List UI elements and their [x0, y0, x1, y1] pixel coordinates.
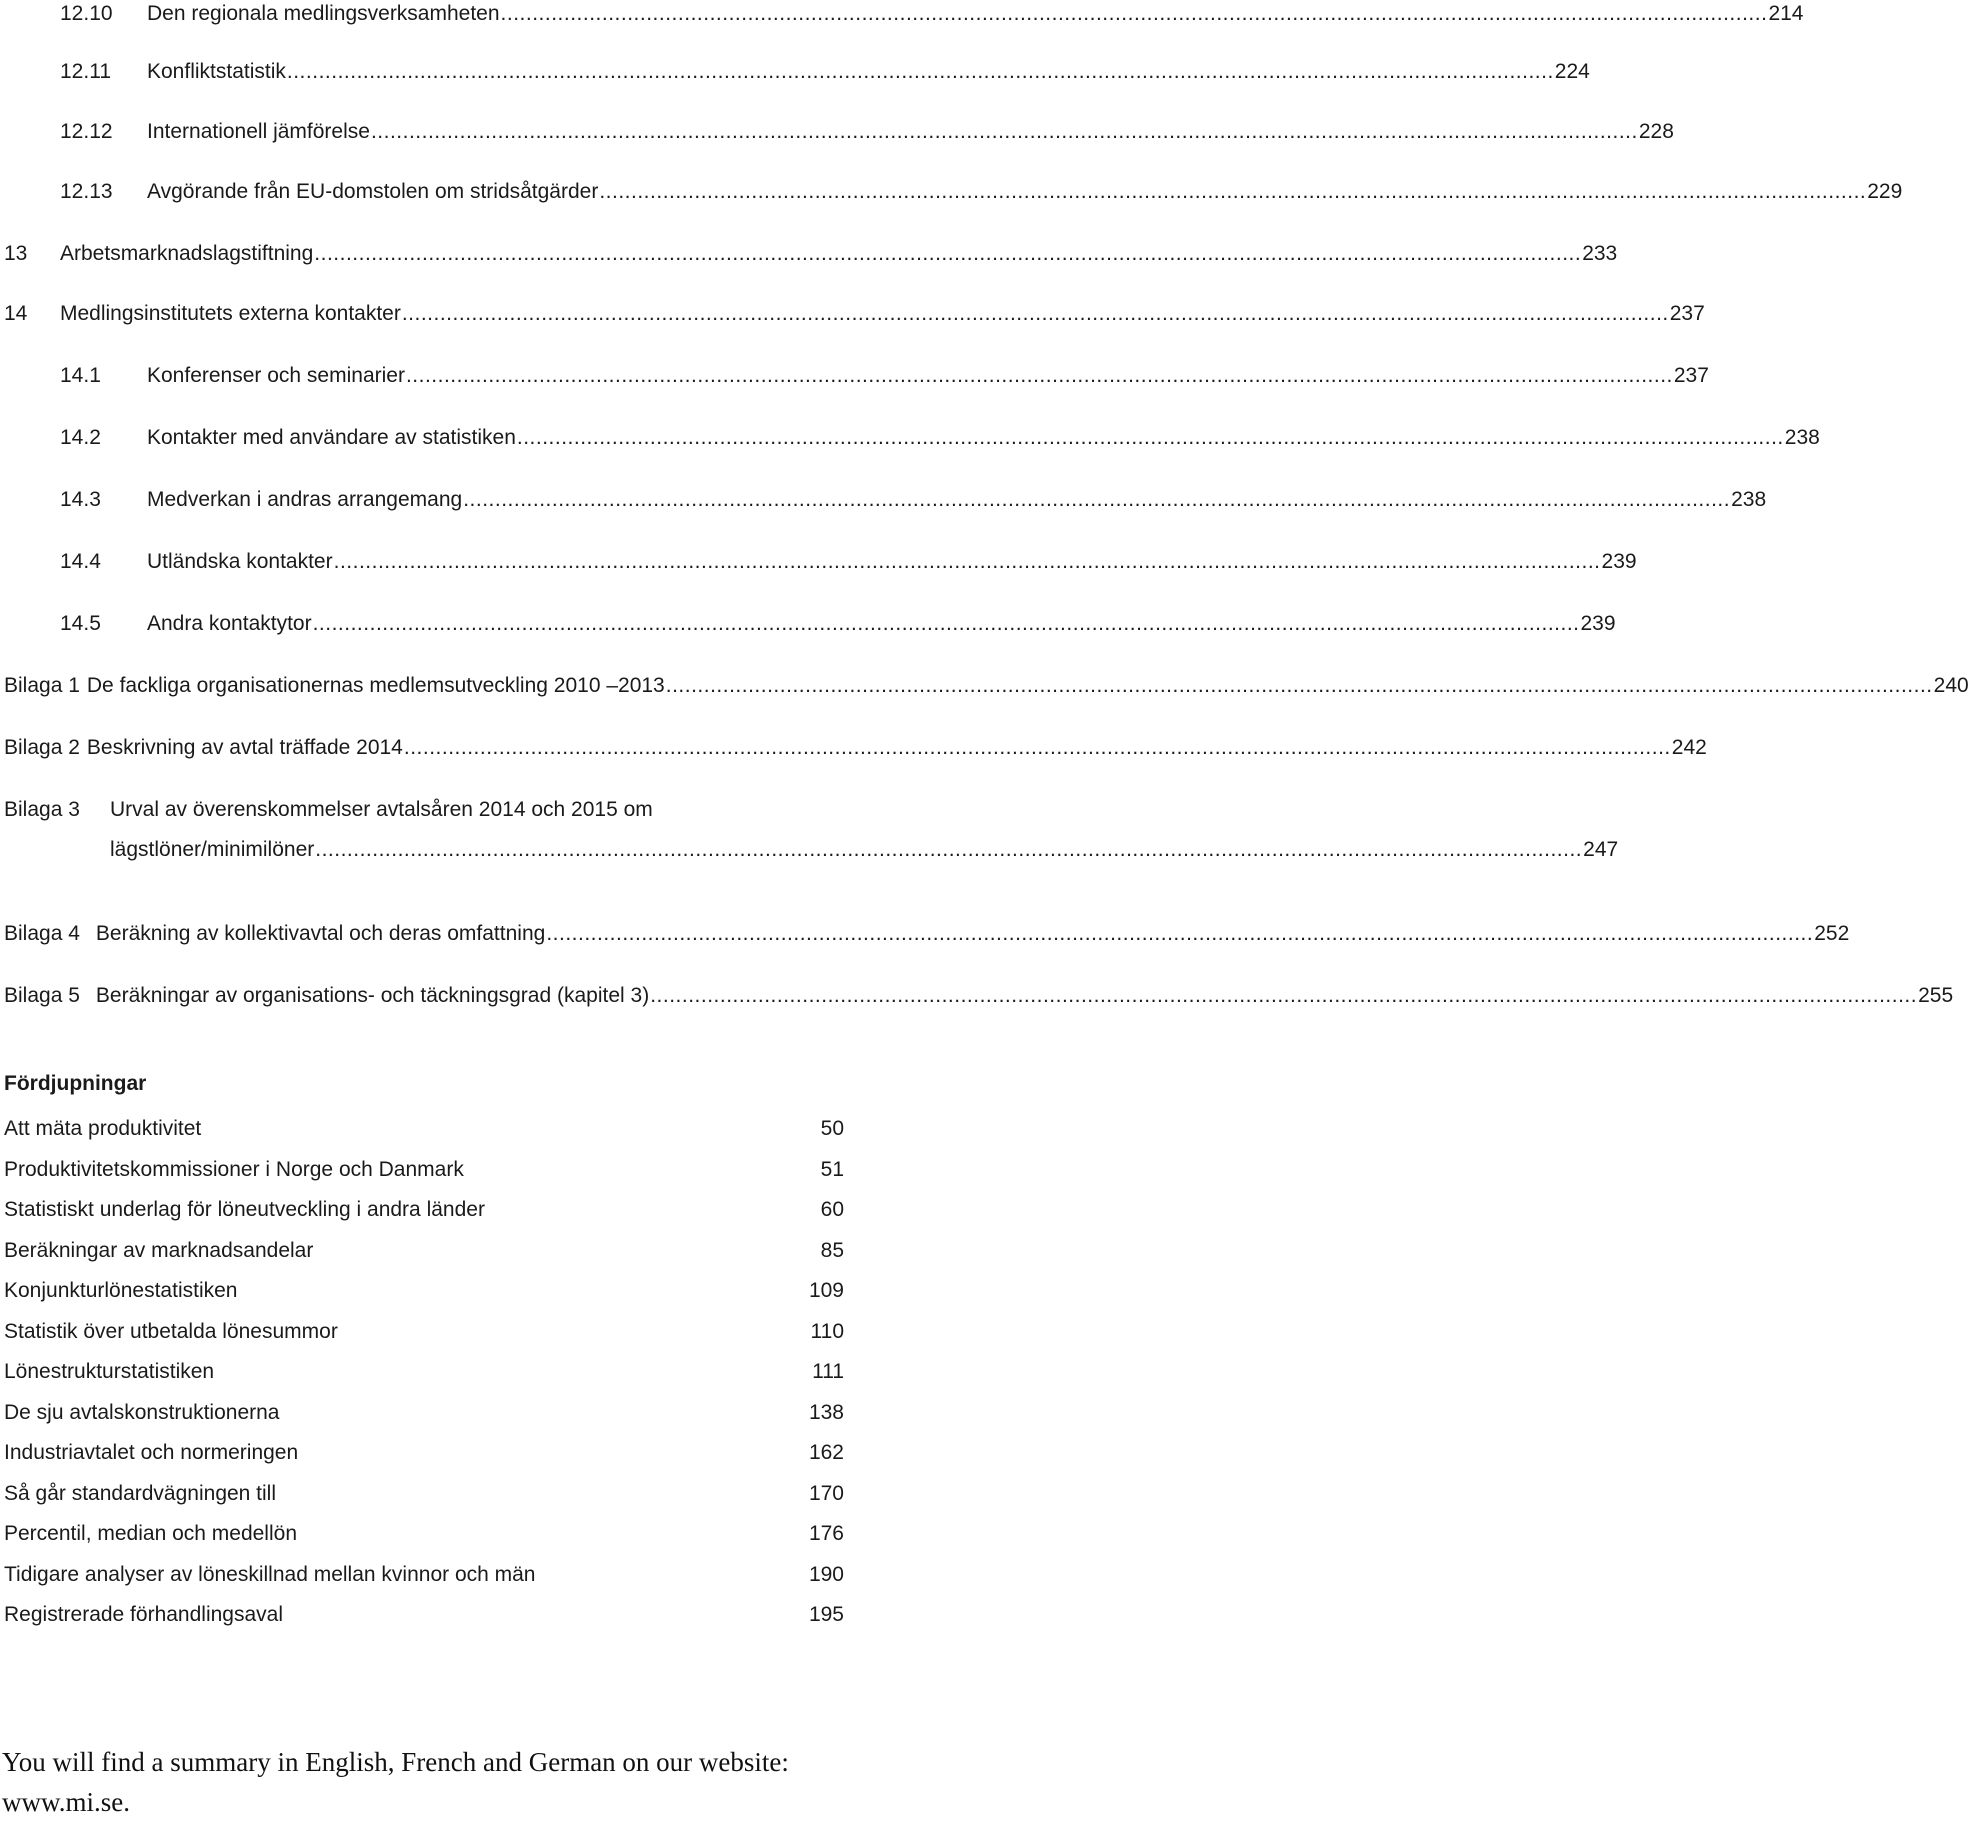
fordjupning-page: 51 — [820, 1158, 844, 1181]
bilaga-label: Bilaga 3 — [4, 798, 80, 821]
fordjupning-title: Statistik över utbetalda lönesummor — [4, 1320, 338, 1343]
toc-number: 14 — [4, 302, 28, 325]
toc-number: 12.12 — [60, 120, 113, 143]
fordjupning-item[interactable] — [4, 1352, 844, 1392]
fordjupning-item[interactable] — [4, 1150, 844, 1190]
fordjupning-page: 190 — [808, 1563, 844, 1586]
toc-title: Beskrivning av avtal träffade 2014 — [86, 736, 403, 759]
toc-entry[interactable] — [0, 0, 1804, 34]
toc-entry[interactable] — [0, 52, 1590, 92]
toc-entry-bilaga[interactable] — [0, 976, 1954, 1016]
toc-entry-bilaga[interactable] — [0, 790, 1619, 870]
toc-number: 14.3 — [60, 488, 101, 511]
bilaga-label: Bilaga 5 — [4, 984, 80, 1007]
toc-entry-bilaga[interactable] — [0, 666, 1969, 706]
fordjupning-title: Tidigare analyser av löneskillnad mellan kvinnor och män — [4, 1563, 536, 1586]
toc-title: Beräkningar av organisations- och täckningsgrad (kapitel 3) — [95, 984, 650, 1007]
toc-entry[interactable] — [0, 356, 1709, 396]
fordjupning-item[interactable] — [4, 1433, 844, 1473]
toc-entry[interactable] — [0, 480, 1767, 520]
fordjupning-title: Statistiskt underlag för löneutveckling i andra länder — [4, 1198, 485, 1221]
toc-number: 14.1 — [60, 364, 101, 387]
fordjupning-page: 60 — [820, 1198, 844, 1221]
toc-title: Avgörande från EU-domstolen om stridsåtgärder — [147, 180, 599, 203]
toc-page: 238 — [1784, 426, 1820, 449]
fordjupning-page: 176 — [808, 1522, 844, 1545]
fordjupning-page: 109 — [808, 1279, 844, 1302]
fordjupning-item[interactable] — [4, 1231, 844, 1271]
toc-title-line2: lägstlöner/minimilöner — [110, 838, 315, 861]
toc-entry-bilaga[interactable] — [0, 728, 1707, 768]
toc-title: Kontakter med användare av statistiken — [147, 426, 516, 449]
fordjupning-page: 162 — [808, 1441, 844, 1464]
fordjupning-item[interactable] — [4, 1190, 844, 1230]
fordjupning-title: Konjunkturlönestatistiken — [4, 1279, 238, 1302]
toc-entry[interactable] — [0, 112, 1674, 152]
toc-page: 214 — [1768, 2, 1804, 25]
toc-number: 14.2 — [60, 426, 101, 449]
toc-page: 238 — [1731, 488, 1767, 511]
toc-page: 224 — [1554, 60, 1590, 83]
toc-entry[interactable] — [0, 234, 1618, 274]
dot-leader: ........................................................................................................................................................................................................ — [405, 364, 1673, 387]
toc-title: Utländska kontakter — [147, 550, 333, 573]
toc-title: De fackliga organisationernas medlemsutveckling 2010 –2013 — [86, 674, 665, 697]
fordjupning-item[interactable] — [4, 1595, 844, 1635]
toc-entry-bilaga[interactable] — [0, 914, 1850, 954]
toc-title: Andra kontaktytor — [147, 612, 312, 635]
bilaga-label: Bilaga 1 — [4, 674, 80, 697]
dot-leader: ........................................................................................................................................................................................................ — [665, 674, 1933, 697]
website-note-line1: You will find a summary in English, French and German on our website: — [2, 1747, 789, 1777]
fordjupning-page: 195 — [808, 1603, 844, 1626]
toc-page: 237 — [1673, 364, 1709, 387]
fordjupning-item[interactable] — [4, 1109, 844, 1149]
fordjupning-item[interactable] — [4, 1393, 844, 1433]
toc-title-line1: Urval av överenskommelser avtalsåren 2014 och 2015 om — [110, 798, 653, 821]
toc-page: 239 — [1580, 612, 1616, 635]
dot-leader: ........................................................................................................................................................................................................ — [286, 60, 1554, 83]
dot-leader: ........................................................................................................................................................................................................ — [546, 922, 1814, 945]
fordjupning-item[interactable] — [4, 1474, 844, 1514]
dot-leader: ........................................................................................................................................................................................................ — [650, 984, 1918, 1007]
fordjupning-item[interactable] — [4, 1555, 844, 1595]
toc-page: 255 — [1918, 984, 1954, 1007]
fordjupning-page: 50 — [820, 1117, 844, 1140]
fordjupning-title: Industriavtalet och normeringen — [4, 1441, 299, 1464]
dot-leader: ........................................................................................................................................................................................................ — [599, 180, 1867, 203]
toc-title: Internationell jämförelse — [147, 120, 370, 143]
toc-page: 242 — [1671, 736, 1707, 759]
fordjupning-page: 111 — [812, 1360, 844, 1383]
dot-leader: ........................................................................................................................................................................................................ — [314, 242, 1582, 265]
toc-page: 240 — [1933, 674, 1969, 697]
toc-title: Beräkning av kollektivavtal och deras omfattning — [95, 922, 546, 945]
fordjupning-title: Percentil, median och medellön — [4, 1522, 297, 1545]
fordjupning-title: Att mäta produktivitet — [4, 1117, 202, 1140]
toc-title: Konferenser och seminarier — [147, 364, 405, 387]
dot-leader: ........................................................................................................................................................................................................ — [315, 838, 1583, 861]
fordjupning-item[interactable] — [4, 1514, 844, 1554]
toc-number: 12.13 — [60, 180, 113, 203]
dot-leader: ........................................................................................................................................................................................................ — [403, 736, 1671, 759]
fordjupning-title: Registrerade förhandlingsaval — [4, 1603, 283, 1626]
toc-page: 252 — [1814, 922, 1850, 945]
toc-entry[interactable] — [0, 294, 1705, 334]
dot-leader: ........................................................................................................................................................................................................ — [516, 426, 1784, 449]
toc-number: 13 — [4, 242, 28, 265]
fordjupning-page: 110 — [810, 1320, 844, 1343]
fordjupning-page: 85 — [820, 1239, 844, 1262]
toc-number: 12.11 — [60, 60, 111, 83]
toc-entry[interactable] — [0, 418, 1820, 458]
fordjupning-title: Så går standardvägningen till — [4, 1482, 277, 1505]
fordjupning-title: Beräkningar av marknadsandelar — [4, 1239, 314, 1262]
toc-entry[interactable] — [0, 172, 1903, 212]
toc-number: 14.5 — [60, 612, 101, 635]
toc-page: 239 — [1601, 550, 1637, 573]
fordjupning-item[interactable] — [4, 1312, 844, 1352]
toc-title: Medverkan i andras arrangemang — [147, 488, 463, 511]
toc-title: Arbetsmarknadslagstiftning — [60, 242, 314, 265]
fordjupning-title: Produktivitetskommissioner i Norge och Danmark — [4, 1158, 464, 1181]
toc-page: 233 — [1582, 242, 1618, 265]
toc-page: 229 — [1867, 180, 1903, 203]
website-note — [2, 1742, 942, 1822]
fordjupning-title: De sju avtalskonstruktionerna — [4, 1401, 280, 1424]
website-link[interactable]: www.mi.se. — [2, 1787, 130, 1817]
toc-entry[interactable] — [0, 604, 1616, 644]
fordjupningar-heading: Fördjupningar — [4, 1072, 147, 1095]
toc-entry[interactable] — [0, 542, 1637, 582]
dot-leader: ........................................................................................................................................................................................................ — [401, 302, 1669, 325]
fordjupning-page: 170 — [808, 1482, 844, 1505]
fordjupning-title: Lönestrukturstatistiken — [4, 1360, 215, 1383]
fordjupning-page: 138 — [808, 1401, 844, 1424]
toc-page: 237 — [1669, 302, 1705, 325]
toc-title: Konfliktstatistik — [147, 60, 286, 83]
toc-title: Medlingsinstitutets externa kontakter — [60, 302, 401, 325]
dot-leader: ........................................................................................................................................................................................................ — [463, 488, 1731, 511]
dot-leader: ........................................................................................................................................................................................................ — [370, 120, 1638, 143]
fordjupning-item[interactable] — [4, 1271, 844, 1311]
dot-leader: ........................................................................................................................................................................................................ — [312, 612, 1580, 635]
toc-page: 247 — [1583, 838, 1619, 861]
dot-leader: ........................................................................................................................................................................................................ — [333, 550, 1601, 573]
bilaga-label: Bilaga 4 — [4, 922, 80, 945]
toc-number: 14.4 — [60, 550, 101, 573]
bilaga-label: Bilaga 2 — [4, 736, 80, 759]
toc-title: Den regionala medlingsverksamheten — [147, 2, 500, 25]
toc-page: 228 — [1638, 120, 1674, 143]
toc-number: 12.10 — [60, 2, 113, 25]
dot-leader: ........................................................................................................................................................................................................ — [500, 2, 1768, 25]
